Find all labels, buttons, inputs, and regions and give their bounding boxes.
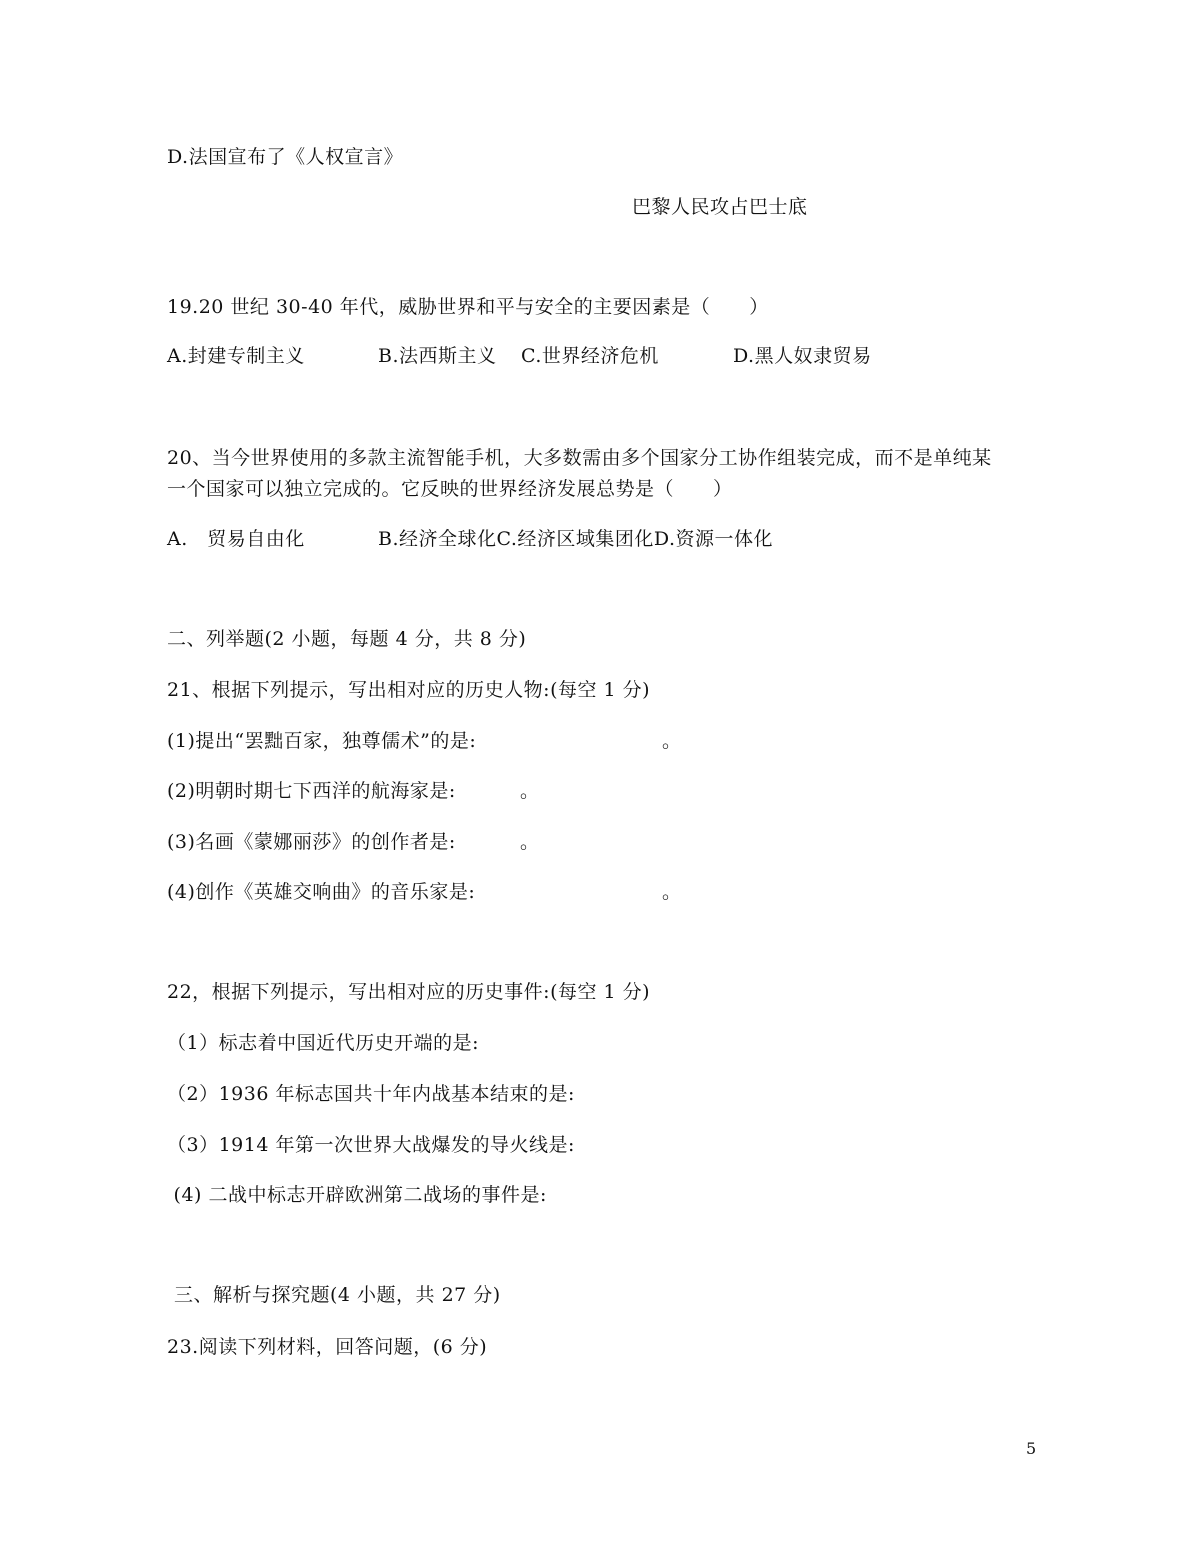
q18-option-d: D.法国宣布了《人权宣言》 (167, 146, 404, 168)
page-number: 5 (1026, 1439, 1037, 1458)
q22-item-2: （2）1936 年标志国共十年内战基本结束的是: (167, 1083, 575, 1105)
q19-option-d: D.黑人奴隶贸易 (733, 345, 872, 367)
q22-stem: 22，根据下列提示，写出相对应的历史事件:(每空 1 分) (167, 981, 651, 1003)
q20-stem-line1: 20、当今世界使用的多款主流智能手机，大多数需由多个国家分工协作组装完成，而不是单纯某 (167, 447, 992, 469)
q21-item-1-end: 。 (662, 730, 682, 752)
q20-option-a: A. 贸易自由化 (167, 528, 305, 550)
q22-item-1: （1）标志着中国近代历史开端的是: (167, 1032, 479, 1054)
q20-stem-line2: 一个国家可以独立完成的。它反映的世界经济发展总势是（ ） (167, 478, 733, 500)
q21-item-3: (3)名画《蒙娜丽莎》的创作者是: (167, 831, 456, 853)
q19-option-a: A.封建专制主义 (167, 345, 305, 367)
q21-item-3-end: 。 (520, 831, 540, 853)
q21-stem: 21、根据下列提示，写出相对应的历史人物:(每空 1 分) (167, 679, 651, 701)
section2-heading: 二、列举题(2 小题，每题 4 分，共 8 分) (167, 628, 527, 650)
q18-image-caption: 巴黎人民攻占巴士底 (632, 196, 808, 218)
q22-item-4: (4) 二战中标志开辟欧洲第二战场的事件是: (167, 1184, 547, 1206)
q23-stem: 23.阅读下列材料，回答问题，(6 分) (167, 1336, 488, 1358)
q21-item-1: (1)提出“罢黜百家，独尊儒术”的是: (167, 730, 477, 752)
q19-stem: 19.20 世纪 30-40 年代，威胁世界和平与安全的主要因素是（ ） (167, 296, 769, 318)
q19-option-c: C.世界经济危机 (521, 345, 659, 367)
q19-option-b: B.法西斯主义 (378, 345, 497, 367)
q21-item-2: (2)明朝时期七下西洋的航海家是: (167, 780, 456, 802)
q20-options-bcd: B.经济全球化C.经济区域集团化D.资源一体化 (378, 528, 773, 550)
q21-item-4: (4)创作《英雄交响曲》的音乐家是: (167, 881, 476, 903)
q21-item-2-end: 。 (520, 780, 540, 802)
q22-item-3: （3）1914 年第一次世界大战爆发的导火线是: (167, 1134, 575, 1156)
q21-item-4-end: 。 (662, 881, 682, 903)
section3-heading: 三、解析与探究题(4 小题，共 27 分) (174, 1284, 501, 1306)
